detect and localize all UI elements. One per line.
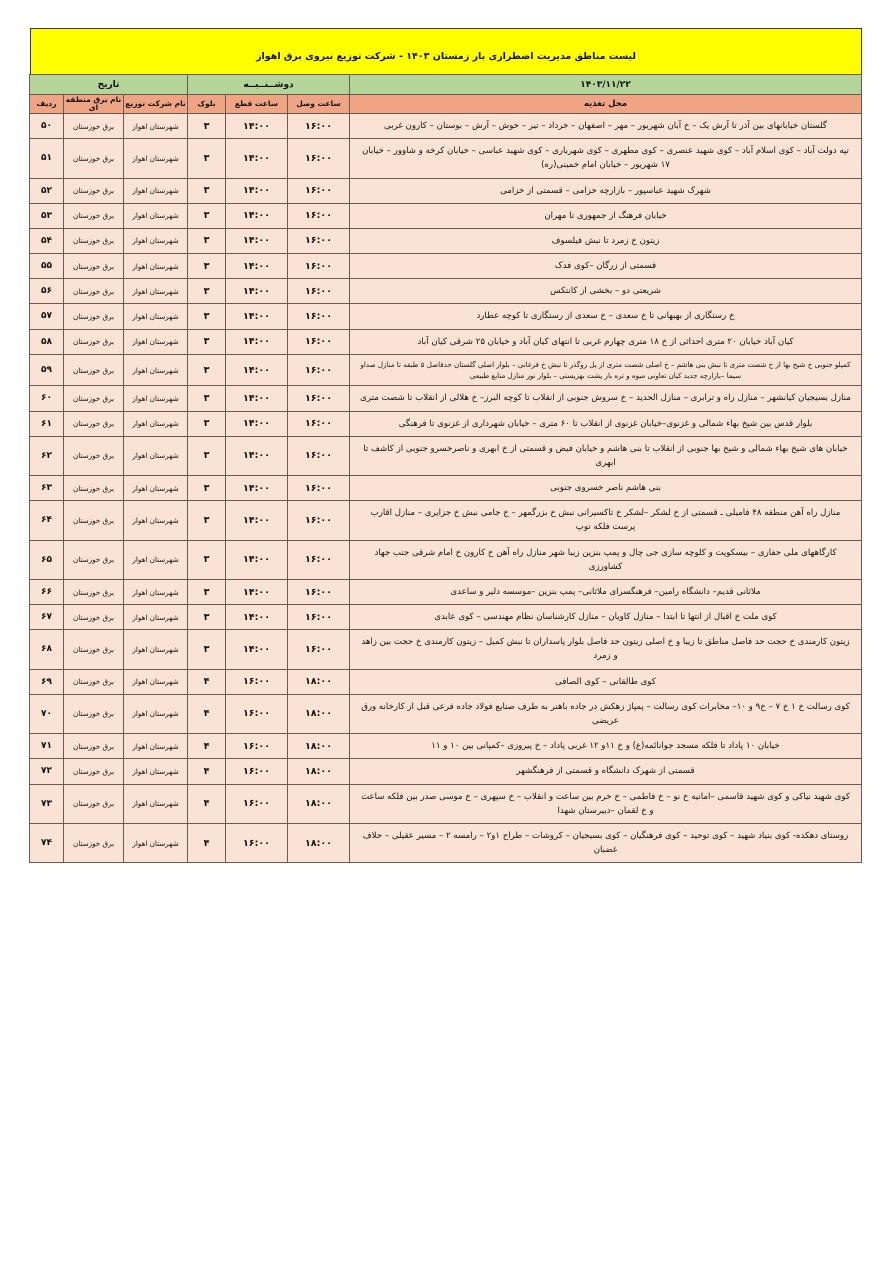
cell-index: ۵۳ [29, 203, 63, 228]
cell-block: ۳ [188, 476, 226, 501]
cell-off-time: ۱۴:۰۰ [226, 579, 288, 604]
cell-off-time: ۱۴:۰۰ [226, 254, 288, 279]
cell-index: ۵۴ [29, 228, 63, 253]
cell-off-time: ۱۴:۰۰ [226, 386, 288, 411]
cell-block: ۳ [188, 579, 226, 604]
table-row [29, 386, 861, 411]
cell-distribution-company: شهرستان اهواز [124, 386, 188, 411]
cell-block: ۳ [188, 411, 226, 436]
cell-block: ۳ [188, 254, 226, 279]
cell-block: ۳ [188, 354, 226, 386]
cell-block: ۴ [188, 694, 226, 733]
table-row [29, 329, 861, 354]
cell-distribution-company: شهرستان اهواز [124, 304, 188, 329]
cell-index: ۶۸ [29, 630, 63, 669]
cell-on-time: ۱۸:۰۰ [288, 823, 350, 862]
table-row [29, 501, 861, 540]
cell-index: ۷۲ [29, 759, 63, 784]
cell-feed-location: خیابان ۱۰ پاداد تا فلکه مسجد جوانائمه(ع) و خ ۱۱و ۱۲ غربی پاداد – خ پیروزی –کمپانی بین ۱۰ و ۱۱ [350, 734, 862, 759]
cell-distribution-company: شهرستان اهواز [124, 605, 188, 630]
cell-index: ۶۴ [29, 501, 63, 540]
table-row [29, 784, 861, 823]
cell-on-time: ۱۶:۰۰ [288, 114, 350, 139]
cell-off-time: ۱۴:۰۰ [226, 436, 288, 475]
cell-region: برق خوزستان [64, 694, 124, 733]
cell-on-time: ۱۶:۰۰ [288, 178, 350, 203]
table-row [29, 114, 861, 139]
cell-off-time: ۱۶:۰۰ [226, 669, 288, 694]
cell-feed-location: گلستان خیابانهای بین آذر تا آرش یک – خ آبان شهریور – مهر – اصفهان – خرداد – تیر – خوش – آرش – بوستان – کارون غربی [350, 114, 862, 139]
cell-block: ۳ [188, 605, 226, 630]
cell-block: ۳ [188, 630, 226, 669]
cell-block: ۳ [188, 139, 226, 178]
cell-feed-location: کیان آباد خیابان ۲۰ متری احداثی از خ ۱۸ متری چهارم غربی تا انتهای کیان آباد و خیابان ۲۵ شرقی کیان آباد [350, 329, 862, 354]
cell-distribution-company: شهرستان اهواز [124, 178, 188, 203]
cell-region: برق خوزستان [64, 386, 124, 411]
cell-feed-location: کوی طالقانی – کوی الصافی [350, 669, 862, 694]
cell-on-time: ۱۸:۰۰ [288, 784, 350, 823]
cell-block: ۳ [188, 386, 226, 411]
cell-on-time: ۱۶:۰۰ [288, 139, 350, 178]
table-row [29, 228, 861, 253]
cell-region: برق خوزستان [64, 203, 124, 228]
cell-distribution-company: شهرستان اهواز [124, 501, 188, 540]
cell-region: برق خوزستان [64, 734, 124, 759]
cell-region: برق خوزستان [64, 114, 124, 139]
cell-off-time: ۱۴:۰۰ [226, 139, 288, 178]
weekday-label: دوشــنــبــه [188, 75, 350, 95]
cell-on-time: ۱۸:۰۰ [288, 694, 350, 733]
column-header-feed-location: محل تغذیه [350, 95, 862, 114]
cell-feed-location: منازل راه آهن منطقه ۴۸ فامیلی ـ قسمتی از خ لشکر –لشکر خ تاکسیرانی نبش خ بزرگمهر – خ جامی نبش خ جزایری – منازل اقارب پرست فلکه توپ [350, 501, 862, 540]
table-row [29, 605, 861, 630]
cell-on-time: ۱۶:۰۰ [288, 630, 350, 669]
cell-distribution-company: شهرستان اهواز [124, 476, 188, 501]
cell-block: ۴ [188, 669, 226, 694]
cell-index: ۶۱ [29, 411, 63, 436]
table-row [29, 354, 861, 386]
cell-region: برق خوزستان [64, 579, 124, 604]
cell-region: برق خوزستان [64, 139, 124, 178]
cell-feed-location: قسمتی از شهرک دانشگاه و قسمتی از فرهنگشهر [350, 759, 862, 784]
cell-region: برق خوزستان [64, 436, 124, 475]
table-row [29, 759, 861, 784]
cell-index: ۷۰ [29, 694, 63, 733]
cell-feed-location: کوی رسالت خ ۱ خ ۷ – خ۹ و ۱۰– مخابرات کوی رسالت – پمپاژ زهکش در جاده باهنر به طرف صنایع فولاد جاده فرعی قبل از کارخانه ورق عریضی [350, 694, 862, 733]
cell-distribution-company: شهرستان اهواز [124, 139, 188, 178]
cell-index: ۵۸ [29, 329, 63, 354]
cell-index: ۶۳ [29, 476, 63, 501]
cell-feed-location: روستای دهکده- کوی بنیاد شهید – کوی توحید – کوی فرهنگیان – کوی بسیجیان – کروشات – طراح ۱و۲ – رامسه ۲ – مسیر عقیلی – حلاف غضبان [350, 823, 862, 862]
cell-block: ۳ [188, 501, 226, 540]
cell-block: ۳ [188, 540, 226, 579]
column-header-off-time: ساعت قطع [226, 95, 288, 114]
cell-on-time: ۱۶:۰۰ [288, 279, 350, 304]
cell-distribution-company: شهرستان اهواز [124, 734, 188, 759]
cell-distribution-company: شهرستان اهواز [124, 436, 188, 475]
cell-distribution-company: شهرستان اهواز [124, 823, 188, 862]
table-row [29, 630, 861, 669]
table-body [29, 114, 861, 863]
cell-distribution-company: شهرستان اهواز [124, 254, 188, 279]
cell-feed-location: خیابان های شیخ بهاء شمالی و شیخ بها جنوبی از انقلاب تا بنی هاشم و خیابان فیض و قسمتی از خ ابهری و ناصرخسرو جنوبی از کاشف تا ابهری [350, 436, 862, 475]
column-header-on-time: ساعت وصل [288, 95, 350, 114]
cell-on-time: ۱۶:۰۰ [288, 203, 350, 228]
cell-region: برق خوزستان [64, 279, 124, 304]
cell-distribution-company: شهرستان اهواز [124, 694, 188, 733]
cell-region: برق خوزستان [64, 178, 124, 203]
cell-on-time: ۱۸:۰۰ [288, 669, 350, 694]
cell-off-time: ۱۶:۰۰ [226, 823, 288, 862]
cell-distribution-company: شهرستان اهواز [124, 579, 188, 604]
cell-off-time: ۱۴:۰۰ [226, 178, 288, 203]
cell-index: ۷۱ [29, 734, 63, 759]
cell-distribution-company: شهرستان اهواز [124, 228, 188, 253]
cell-on-time: ۱۶:۰۰ [288, 579, 350, 604]
cell-region: برق خوزستان [64, 759, 124, 784]
cell-on-time: ۱۶:۰۰ [288, 605, 350, 630]
cell-off-time: ۱۴:۰۰ [226, 411, 288, 436]
header-row-columns [29, 95, 861, 114]
table-row [29, 139, 861, 178]
cell-off-time: ۱۴:۰۰ [226, 630, 288, 669]
cell-index: ۶۷ [29, 605, 63, 630]
column-header-distribution-company: نام شرکت توزیع [124, 95, 188, 114]
cell-index: ۶۵ [29, 540, 63, 579]
cell-on-time: ۱۶:۰۰ [288, 540, 350, 579]
cell-off-time: ۱۶:۰۰ [226, 784, 288, 823]
table-row [29, 254, 861, 279]
cell-off-time: ۱۴:۰۰ [226, 114, 288, 139]
cell-off-time: ۱۴:۰۰ [226, 203, 288, 228]
cell-off-time: ۱۴:۰۰ [226, 304, 288, 329]
cell-off-time: ۱۴:۰۰ [226, 329, 288, 354]
table-row [29, 279, 861, 304]
cell-on-time: ۱۶:۰۰ [288, 304, 350, 329]
cell-block: ۳ [188, 329, 226, 354]
cell-off-time: ۱۴:۰۰ [226, 540, 288, 579]
cell-feed-location: کوی ملت خ اقبال از انتها تا ابتدا – منازل کاویان – منازل کارشناسان نظام مهندسی – کوی عابدی [350, 605, 862, 630]
cell-on-time: ۱۶:۰۰ [288, 501, 350, 540]
cell-distribution-company: شهرستان اهواز [124, 630, 188, 669]
cell-index: ۵۵ [29, 254, 63, 279]
cell-region: برق خوزستان [64, 669, 124, 694]
cell-block: ۴ [188, 784, 226, 823]
table-row [29, 823, 861, 862]
cell-region: برق خوزستان [64, 254, 124, 279]
cell-feed-location: قسمتی از زرگان –کوی فدک [350, 254, 862, 279]
cell-on-time: ۱۶:۰۰ [288, 329, 350, 354]
cell-feed-location: کارگاههای ملی حفاری – بیسکویت و کلوچه سازی جی چال و پمپ بنزین زیبا شهر منازل راه آهن خ کارون خ امام شرقی جنب جهاد کشاورزی [350, 540, 862, 579]
cell-on-time: ۱۶:۰۰ [288, 254, 350, 279]
cell-off-time: ۱۴:۰۰ [226, 354, 288, 386]
cell-block: ۳ [188, 114, 226, 139]
cell-region: برق خوزستان [64, 540, 124, 579]
table-row [29, 178, 861, 203]
table-row [29, 203, 861, 228]
cell-index: ۶۶ [29, 579, 63, 604]
cell-off-time: ۱۴:۰۰ [226, 228, 288, 253]
cell-index: ۵۹ [29, 354, 63, 386]
cell-distribution-company: شهرستان اهواز [124, 354, 188, 386]
table-row [29, 734, 861, 759]
cell-feed-location: خ رستگاری از بهبهانی تا خ سعدی – خ سعدی از رستگاری تا کوچه عطارد [350, 304, 862, 329]
cell-block: ۳ [188, 178, 226, 203]
table-row [29, 694, 861, 733]
cell-distribution-company: شهرستان اهواز [124, 784, 188, 823]
cell-feed-location: کوی شهید نیاکی و کوی شهید قاسمی –امانیه خ نو – خ فاطمی – خ خرم بین ساعت و انقلاب – خ سپهری – خ موسی صدر بین فلکه ساعت و خ لقمان –دبیرستان شهدا [350, 784, 862, 823]
cell-feed-location: شریعتی دو – بخشی از کانتکس [350, 279, 862, 304]
cell-feed-location: کمپلو جنوبی خ شیخ بها از خ شصت متری تا نبش بنی هاشم – خ اصلی شصت متری از پل روگذر تا نبش خ فرغانی – بلوار اصلی گلستان حدفاصل ۵ طبقه تا منازل صداو سیما –بازارچه جدید کیان تعاونی میوه و تره بار پشت بهزیستی – بلوار نور منازل منابع طبیعی [350, 354, 862, 386]
cell-on-time: ۱۶:۰۰ [288, 411, 350, 436]
table-row [29, 540, 861, 579]
cell-region: برق خوزستان [64, 476, 124, 501]
cell-feed-location: زیتون کارمندی خ حجت حد فاصل مناطق تا زیبا و خ اصلی زیتون حد فاصل بلوار پاسداران تا نبش کمیل – زیتون کارمندی خ حجت بین زاهد و زمرد [350, 630, 862, 669]
cell-on-time: ۱۶:۰۰ [288, 228, 350, 253]
cell-block: ۳ [188, 228, 226, 253]
cell-index: ۶۰ [29, 386, 63, 411]
cell-index: ۷۳ [29, 784, 63, 823]
cell-off-time: ۱۴:۰۰ [226, 279, 288, 304]
cell-feed-location: تپه دولت آباد – کوی اسلام آباد – کوی شهید عنصری – کوی مطهری – کوی شهرباری – کوی شهید عباسی – خیابان کرخه و شاوور – خیابان ۱۷ شهریور – خیابان امام خمینی(ره) [350, 139, 862, 178]
cell-on-time: ۱۶:۰۰ [288, 436, 350, 475]
cell-distribution-company: شهرستان اهواز [124, 114, 188, 139]
cell-off-time: ۱۴:۰۰ [226, 476, 288, 501]
cell-distribution-company: شهرستان اهواز [124, 411, 188, 436]
cell-index: ۶۲ [29, 436, 63, 475]
cell-block: ۴ [188, 759, 226, 784]
cell-block: ۳ [188, 304, 226, 329]
cell-region: برق خوزستان [64, 354, 124, 386]
cell-feed-location: بلوار قدس بین شیخ بهاء شمالی و غزنوی–خیابان غزنوی از انقلاب تا ۶۰ متری – خیابان شهرداری از غزنوی تا فرهنگی [350, 411, 862, 436]
cell-block: ۴ [188, 734, 226, 759]
cell-feed-location: زیتون خ زمرد تا نبش فیلسوف [350, 228, 862, 253]
cell-on-time: ۱۸:۰۰ [288, 759, 350, 784]
cell-off-time: ۱۴:۰۰ [226, 605, 288, 630]
cell-off-time: ۱۴:۰۰ [226, 501, 288, 540]
cell-index: ۵۷ [29, 304, 63, 329]
cell-index: ۵۰ [29, 114, 63, 139]
title-banner [30, 28, 862, 74]
table-header [29, 75, 861, 114]
page-title: لیست مناطق مدیریت اضطراری بار زمستان ۱۴۰۳ - شرکت توزیع نیروی برق اهواز [256, 51, 636, 62]
cell-on-time: ۱۶:۰۰ [288, 386, 350, 411]
cell-index: ۶۹ [29, 669, 63, 694]
cell-distribution-company: شهرستان اهواز [124, 540, 188, 579]
header-row-group [29, 75, 861, 95]
cell-distribution-company: شهرستان اهواز [124, 203, 188, 228]
table-row [29, 669, 861, 694]
cell-on-time: ۱۸:۰۰ [288, 734, 350, 759]
cell-feed-location: شهرک شهید عباسپور – بازارچه خزامی – قسمتی از خزامی [350, 178, 862, 203]
table-row [29, 476, 861, 501]
cell-region: برق خوزستان [64, 784, 124, 823]
cell-region: برق خوزستان [64, 329, 124, 354]
cell-distribution-company: شهرستان اهواز [124, 759, 188, 784]
cell-region: برق خوزستان [64, 501, 124, 540]
cell-index: ۵۶ [29, 279, 63, 304]
table-row [29, 304, 861, 329]
cell-index: ۵۱ [29, 139, 63, 178]
cell-distribution-company: شهرستان اهواز [124, 329, 188, 354]
cell-distribution-company: شهرستان اهواز [124, 279, 188, 304]
column-header-region: نام برق منطقه ای [64, 95, 124, 114]
cell-index: ۵۲ [29, 178, 63, 203]
cell-off-time: ۱۶:۰۰ [226, 759, 288, 784]
cell-region: برق خوزستان [64, 304, 124, 329]
cell-block: ۳ [188, 279, 226, 304]
cell-feed-location: منازل بسیجیان کیانشهر – منازل راه و ترابری – منازل الحدید – خ سروش جنوبی از انقلاب تا کوچه البرز– خ هلالی از انقلاب تا شصت متری [350, 386, 862, 411]
date-group-label: تاریخ [29, 75, 187, 95]
cell-index: ۷۴ [29, 823, 63, 862]
cell-feed-location: بنی هاشم ناصر خسروی جنوبی [350, 476, 862, 501]
cell-feed-location: ملاثانی قدیم– دانشگاه رامین– فرهنگسرای ملاثانی– پمپ بنزین –موسسه دلیر و ساعدی [350, 579, 862, 604]
cell-feed-location: خیابان فرهنگ از جمهوری تا مهران [350, 203, 862, 228]
cell-region: برق خوزستان [64, 823, 124, 862]
outage-schedule-table [29, 74, 862, 863]
cell-region: برق خوزستان [64, 228, 124, 253]
cell-block: ۳ [188, 436, 226, 475]
column-header-block: بلوک [188, 95, 226, 114]
cell-off-time: ۱۶:۰۰ [226, 734, 288, 759]
cell-on-time: ۱۶:۰۰ [288, 476, 350, 501]
schedule-date-value: ۱۴۰۳/۱۱/۲۲ [350, 75, 862, 95]
cell-region: برق خوزستان [64, 605, 124, 630]
cell-on-time: ۱۶:۰۰ [288, 354, 350, 386]
column-header-index: ردیف [29, 95, 63, 114]
cell-block: ۴ [188, 823, 226, 862]
cell-distribution-company: شهرستان اهواز [124, 669, 188, 694]
cell-off-time: ۱۶:۰۰ [226, 694, 288, 733]
table-row [29, 436, 861, 475]
cell-region: برق خوزستان [64, 411, 124, 436]
table-row [29, 411, 861, 436]
table-row [29, 579, 861, 604]
cell-region: برق خوزستان [64, 630, 124, 669]
cell-block: ۳ [188, 203, 226, 228]
